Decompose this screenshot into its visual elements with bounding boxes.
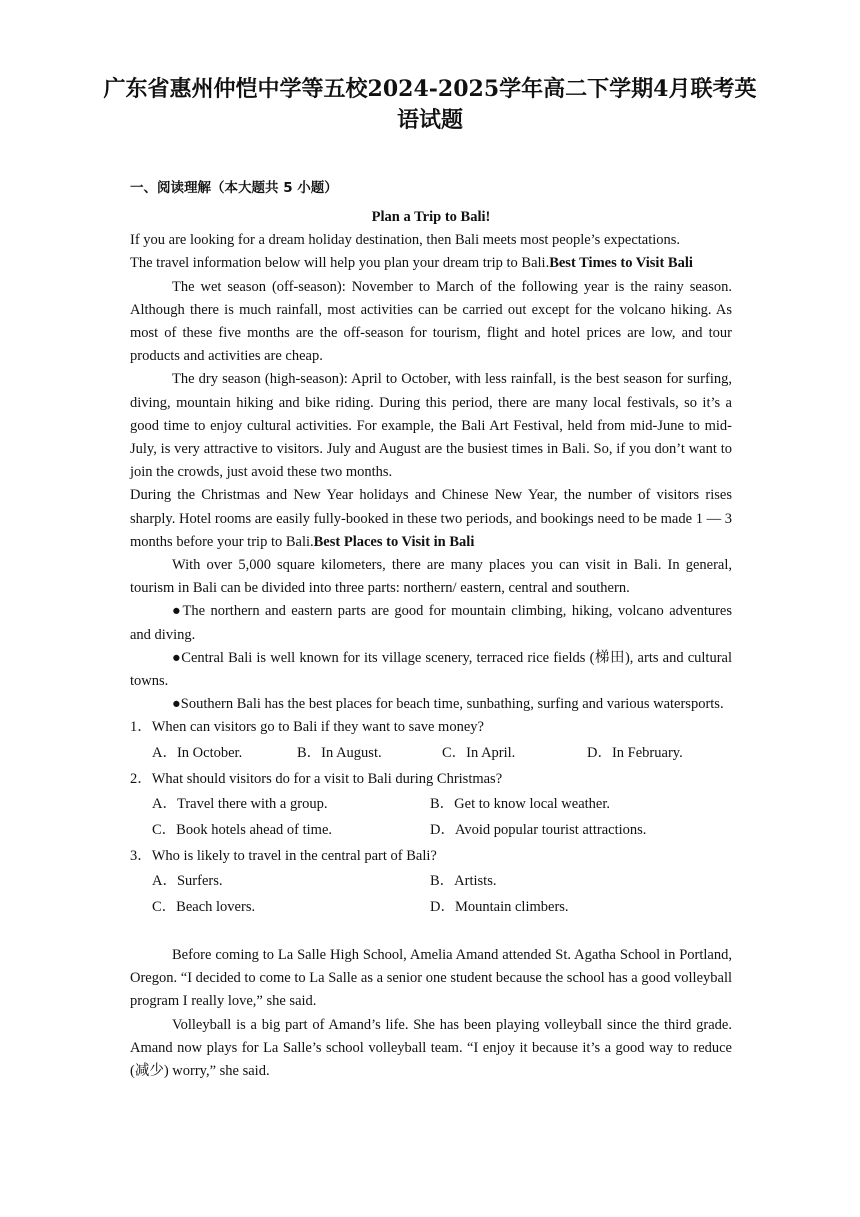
question-2: [130, 768, 732, 843]
intro-line-1: If you are looking for a dream holiday destination, then Bali meets most people’s expectations.: [130, 232, 681, 249]
option-d[interactable]: D．Mountain climbers.: [430, 899, 569, 916]
paragraph-dry-season: The dry season (high-season): April to October, with less rainfall, is the best season for surfing, diving, mountain hiking and bike riding. During this period, there are many local festivals, so it’s a good time to enjoy cultural activities. For example, the Bali Art Festival, held from mid-June to mid-July, is very attractive to visitors. July and August are the busiest times in Bali. So, if you don’t want to join the crowds, just avoid these two months.: [130, 371, 732, 481]
paragraph-wet-season: The wet season (off-season): November to March of the following year is the rainy season. Although there is much rainfall, most activities can be carried out except for the volcano hiking. As most of these five months are the off-season for tourism, flight and hotel prices are low, and tour products and activities are cheap.: [130, 278, 732, 365]
options-row: [130, 870, 732, 894]
option-c[interactable]: C．Book hotels ahead of time.: [152, 822, 333, 839]
option-a[interactable]: A．Surfers.: [152, 873, 223, 890]
question-stem: 1．When can visitors go to Bali if they want to save money?: [130, 719, 484, 736]
passage-b-paragraph-1: Before coming to La Salle High School, Amelia Amand attended St. Agatha School in Portland, Oregon. “I decided to come to La Salle as a senior one student because the school has a good volleyball program I really love,” she said.: [130, 947, 732, 1010]
spacer: [130, 922, 732, 944]
question-stem: 2．What should visitors do for a visit to Bali during Christmas?: [130, 770, 503, 787]
page-title: 广东省惠州仲恺中学等五校2024-2025学年高二下学期4月联考英语试题: [103, 76, 757, 133]
question-1: [130, 716, 732, 765]
passage-a-title: Plan a Trip to Bali!: [371, 209, 491, 225]
option-b[interactable]: B．Get to know local weather.: [430, 796, 610, 813]
content: [130, 206, 732, 1083]
option-b[interactable]: B．Artists.: [430, 873, 497, 890]
heading-best-places: Best Places to Visit in Bali: [313, 533, 475, 550]
options-row: [130, 793, 732, 817]
intro-text: The travel information below will help you plan your dream trip to Bali.: [130, 255, 550, 272]
paragraph-holidays: [130, 484, 732, 554]
section-heading: 一、阅读理解（本大题共 5 小题）: [130, 180, 338, 196]
option-a[interactable]: A．In October.: [152, 745, 243, 762]
options-row: [130, 896, 732, 920]
bullet-central: ●Central Bali is well known for its village scenery, terraced rice fields (梯田), arts and cultural towns.: [130, 649, 732, 690]
paragraph-places: With over 5,000 square kilometers, there are many places you can visit in Bali. In general, tourism in Bali can be divided into three parts: northern/ eastern, central and southern.: [130, 557, 732, 597]
options-row: [130, 819, 732, 843]
option-d[interactable]: D．In February.: [587, 745, 683, 762]
option-b[interactable]: B．In August.: [297, 745, 382, 762]
bullet-southern: ●Southern Bali has the best places for beach time, sunbathing, surfing and various watersports.: [172, 696, 724, 713]
options-row: [130, 742, 732, 766]
heading-best-times: Best Times to Visit Bali: [549, 255, 693, 272]
option-a[interactable]: A．Travel there with a group.: [152, 796, 328, 813]
bullet-north-east: ●The northern and eastern parts are good for mountain climbing, hiking, volcano adventures and diving.: [130, 603, 732, 643]
option-c[interactable]: C．Beach lovers.: [152, 899, 256, 916]
intro-line-2: [130, 252, 732, 275]
option-d[interactable]: D．Avoid popular tourist attractions.: [430, 822, 647, 839]
option-c[interactable]: C．In April.: [442, 745, 516, 762]
passage-b-paragraph-2: Volleyball is a big part of Amand’s life. She has been playing volleyball since the third grade. Amand now plays for La Salle’s school volleyball team. “I enjoy it because it’s a good way to reduce (减少) worry,” she said.: [130, 1016, 732, 1080]
question-3: [130, 845, 732, 920]
holidays-text: During the Christmas and New Year holidays and Chinese New Year, the number of visitors rises sharply. Hotel rooms are easily fully-booked in these two periods, and bookings need to be made 1 — 3 months before your trip to Bali.: [130, 487, 732, 550]
question-stem: 3．Who is likely to travel in the central part of Bali?: [130, 847, 437, 864]
